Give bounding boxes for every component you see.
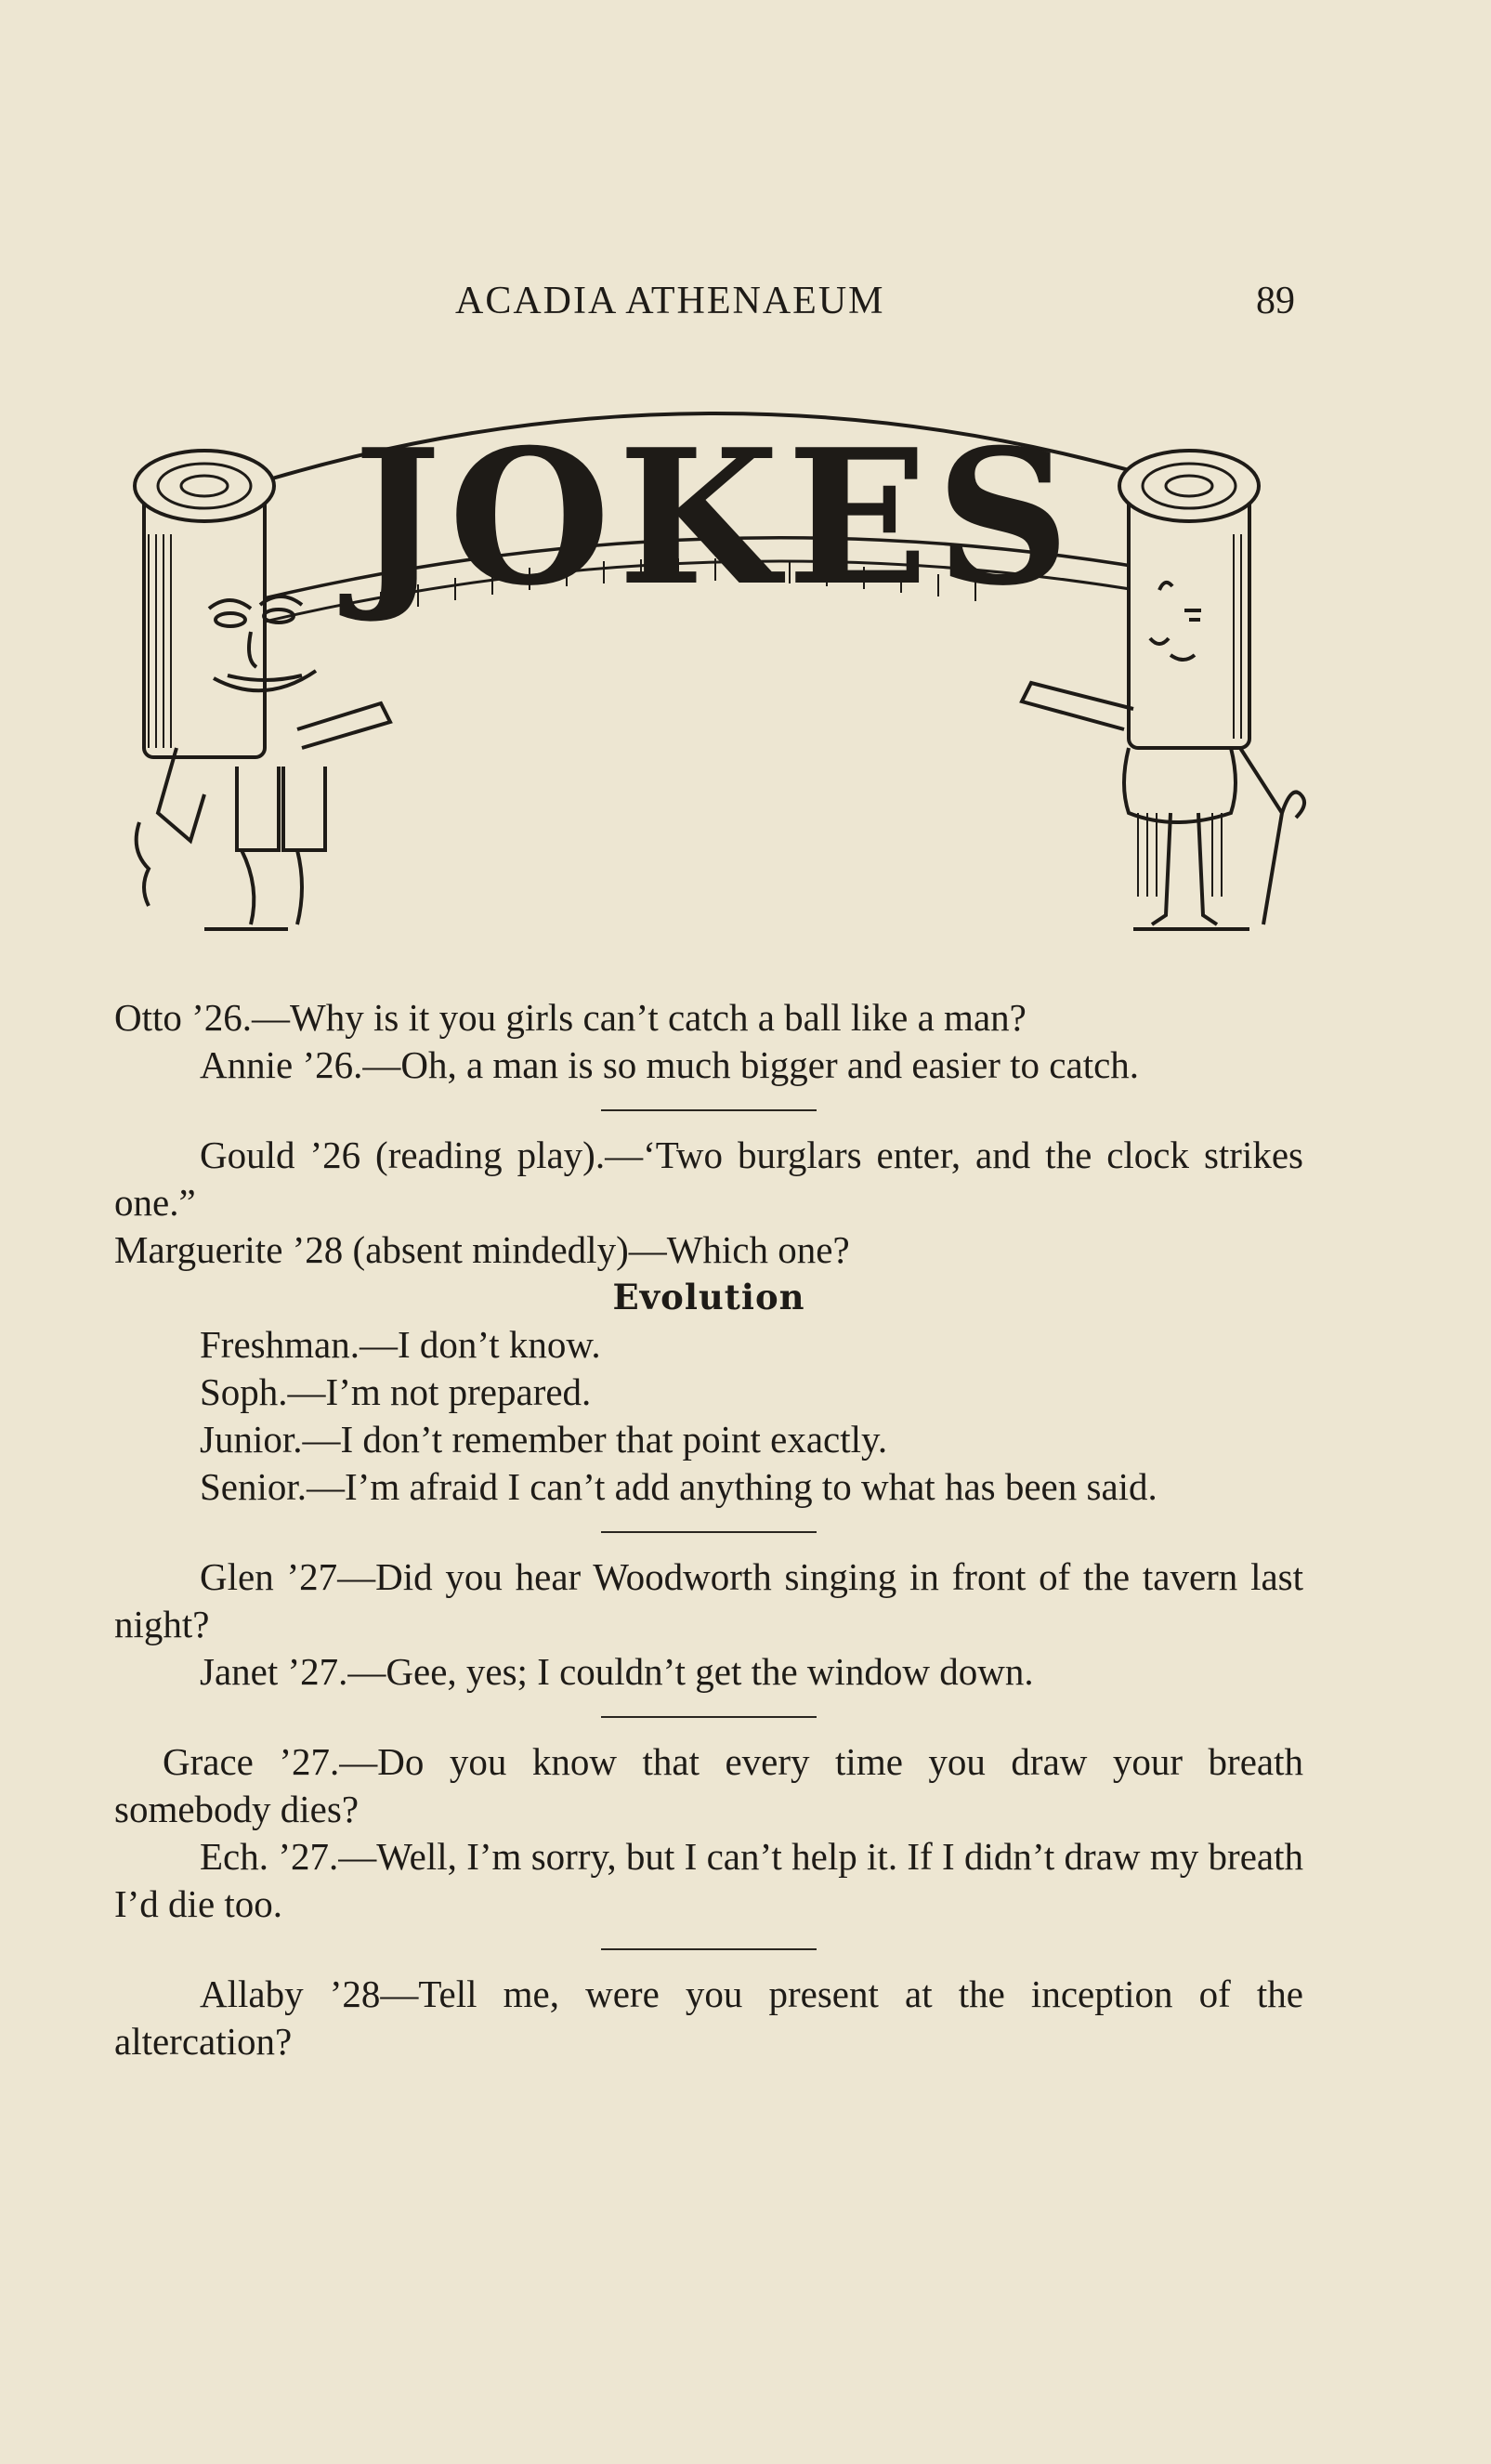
divider-rule xyxy=(601,1716,817,1718)
joke-2-line-1: Gould ’26 (reading play).—‘Two burglars enter, and the clock strikes one.” xyxy=(114,1134,1303,1224)
divider-rule xyxy=(601,1531,817,1533)
left-roll-icon xyxy=(135,451,274,757)
jokes-banner-illustration xyxy=(102,376,1328,957)
jokes-column xyxy=(114,994,1303,2065)
divider-rule xyxy=(601,1948,817,1950)
joke-1-line-1: Otto ’26.—Why is it you girls can’t catch a ball like a man? xyxy=(114,996,1027,1039)
joke-4-line-1: Glen ’27—Did you hear Woodworth singing in front of the tavern last night? xyxy=(114,1555,1303,1645)
section-heading-evolution: Evolution xyxy=(612,1277,805,1317)
running-head xyxy=(0,279,1491,334)
joke-5-line-1: Grace ’27.—Do you know that every time you draw your breath somebody dies? xyxy=(114,1740,1303,1830)
banner-title: JOKES xyxy=(353,409,1078,627)
joke-1-line-2: Annie ’26.—Oh, a man is so much bigger and easier to catch. xyxy=(200,1043,1140,1086)
running-head-title: ACADIA ATHENAEUM xyxy=(455,280,885,322)
joke-4-line-2: Janet ’27.—Gee, yes; I couldn’t get the window down. xyxy=(200,1650,1034,1693)
evolution-line-2: Soph.—I’m not prepared. xyxy=(200,1370,592,1413)
joke-2-line-2: Marguerite ’28 (absent mindedly)—Which one? xyxy=(114,1228,850,1271)
evolution-line-3: Junior.—I don’t remember that point exactly. xyxy=(200,1418,888,1461)
divider-rule xyxy=(601,1109,817,1111)
right-roll-icon xyxy=(1119,451,1259,748)
page-number: 89 xyxy=(1256,280,1295,322)
evolution-line-4: Senior.—I’m afraid I can’t add anything to what has been said. xyxy=(200,1465,1157,1508)
joke-6-line-1: Allaby ’28—Tell me, were you present at the inception of the altercation? xyxy=(114,1973,1303,2063)
joke-5-line-2: Ech. ’27.—Well, I’m sorry, but I can’t help it. If I didn’t draw my breath I’d die too. xyxy=(114,1835,1303,1925)
evolution-line-1: Freshman.—I don’t know. xyxy=(200,1323,601,1366)
